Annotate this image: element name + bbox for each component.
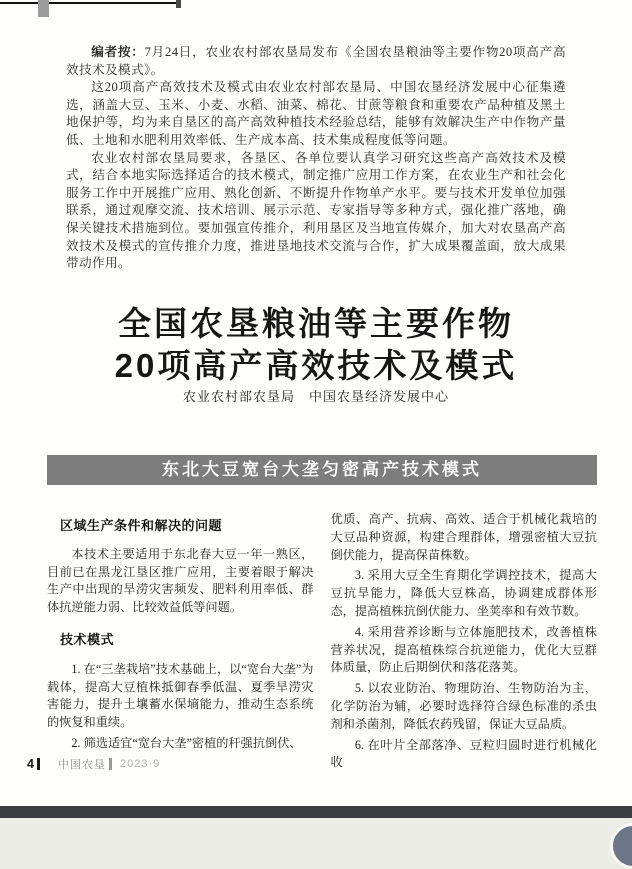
left-column-paragraph-2: 1. 在“三垄栽培”技术基础上，以“宽台大垄”为载体，提高大豆植株抵御春季低温、夏季旱涝灾害能力，提升土壤蓄水保墒能力，推动生态系统的恢复和重续。: [47, 661, 314, 730]
left-column-heading-1: 区域生产条件和解决的问题: [60, 518, 223, 533]
article-title-line-2: 20项高产高效技术及模式: [114, 347, 518, 385]
editor-note-label: 编者按：: [91, 45, 145, 59]
section-header-bar: [47, 455, 597, 485]
left-column-paragraph-3: 2. 筛选适宜“宽台大垄”密植的秆强抗倒伏、: [71, 735, 302, 750]
article-title: [0, 303, 632, 387]
right-column-paragraph-4: 5. 以农业防治、物理防治、生物防治为主，化学防治为辅，必要时选择符合绿色标准的杀虫剂和杀菌剂，降低农药残留，保证大豆品质。: [330, 681, 597, 731]
page-footer: [27, 756, 160, 772]
section-title: 东北大豆宽台大垄匀密高产技术模式: [162, 460, 482, 479]
editor-note-paragraph-2: 这20项高产高效技术及模式由农业农村部农垦局、中国农垦经济发展中心征集遴选，涵盖大豆、玉米、小麦、水稻、油菜、棉花、甘蔗等粮食和重要农产品种植及黑土地保护等，均为来自垦区的高产高效种植技术经验总结，能够有效解决生产中作物产量低、土地和水肥利用效率低、生产成本高、技术集成程度低等问题。: [66, 80, 566, 147]
viewer-background: [0, 818, 632, 858]
left-column-paragraph-1: 本技术主要适用于东北春大豆一年一熟区，目前已在黑龙江垦区推广应用，主要着眼于解决生产中出现的旱涝灾害频发、肥料利用率低、群体抗逆能力弱、比较效益低等问题。: [47, 546, 314, 615]
viewer-bottom-bar: [0, 806, 632, 818]
rule-end-marker: [176, 0, 181, 8]
left-column-heading-2: 技术模式: [60, 631, 115, 647]
left-column: [47, 511, 314, 775]
editor-note-paragraph-1: [66, 44, 566, 79]
article-title-line-1: 全国农垦粮油等主要作物: [118, 305, 514, 343]
footer-divider-icon: [37, 758, 40, 770]
right-column-paragraph-3: 4. 采用营养诊断与立体施肥技术，改善植株营养状况，提高植株综合抗逆能力，优化大豆群体质量，防止后期倒伏和落花落荚。: [330, 624, 597, 675]
issue-number: 2023·9: [119, 758, 161, 770]
article-body: [47, 511, 597, 775]
right-column-paragraph-5: 6. 在叶片全部落净、豆粒归圆时进行机械化收: [330, 737, 597, 770]
right-column-paragraph-1: 优质、高产、抗病、高效、适合于机械化栽培的大豆品种资源，构建合理群体，增强密植大豆抗倒伏能力，提高保苗株数。: [330, 512, 597, 562]
article-byline: 农业农村部农垦局 中国农垦经济发展中心: [182, 389, 449, 404]
right-column-paragraph-2: 3. 采用大豆全生育期化学调控技术，提高大豆抗旱能力，降低大豆株高，协调建成群体形态，提高植株抗倒伏能力、坐荚率和有效节数。: [330, 568, 597, 618]
magazine-name: 中国农垦: [57, 759, 106, 771]
bookmark-tab: [38, 0, 49, 17]
editor-note: [66, 44, 566, 273]
editor-note-text-1: 7月24日，农业农村部农垦局发布《全国农垦粮油等主要作物20项高产高效技术及模式》。: [66, 45, 566, 77]
footer-divider-icon: [109, 758, 112, 770]
right-column: [331, 511, 598, 775]
page-top-rule: [0, 2, 179, 4]
page-number: 4: [27, 757, 34, 771]
editor-note-paragraph-3: 农业农村部农垦局要求，各垦区、各单位要认真学习研究这些高产高效技术及模式，结合本地实际选择适合的技术模式，制定推广应用工作方案，在农业生产和社会化服务工作中开展推广应用、熟化创新、不断提升作物单产水平。要与技术开发单位加强联系，通过观摩交流、技术培训、展示示范、专家指导等多种方式，强化推广落地，确保关键技术措施到位。要加强宣传推介，利用垦区及当地宣传媒介，加大对农垦高产高效技术及模式的宣传推介力度，推进垦地技术交流与合作，扩大成果覆盖面，放大成果带动作用。: [66, 150, 566, 271]
